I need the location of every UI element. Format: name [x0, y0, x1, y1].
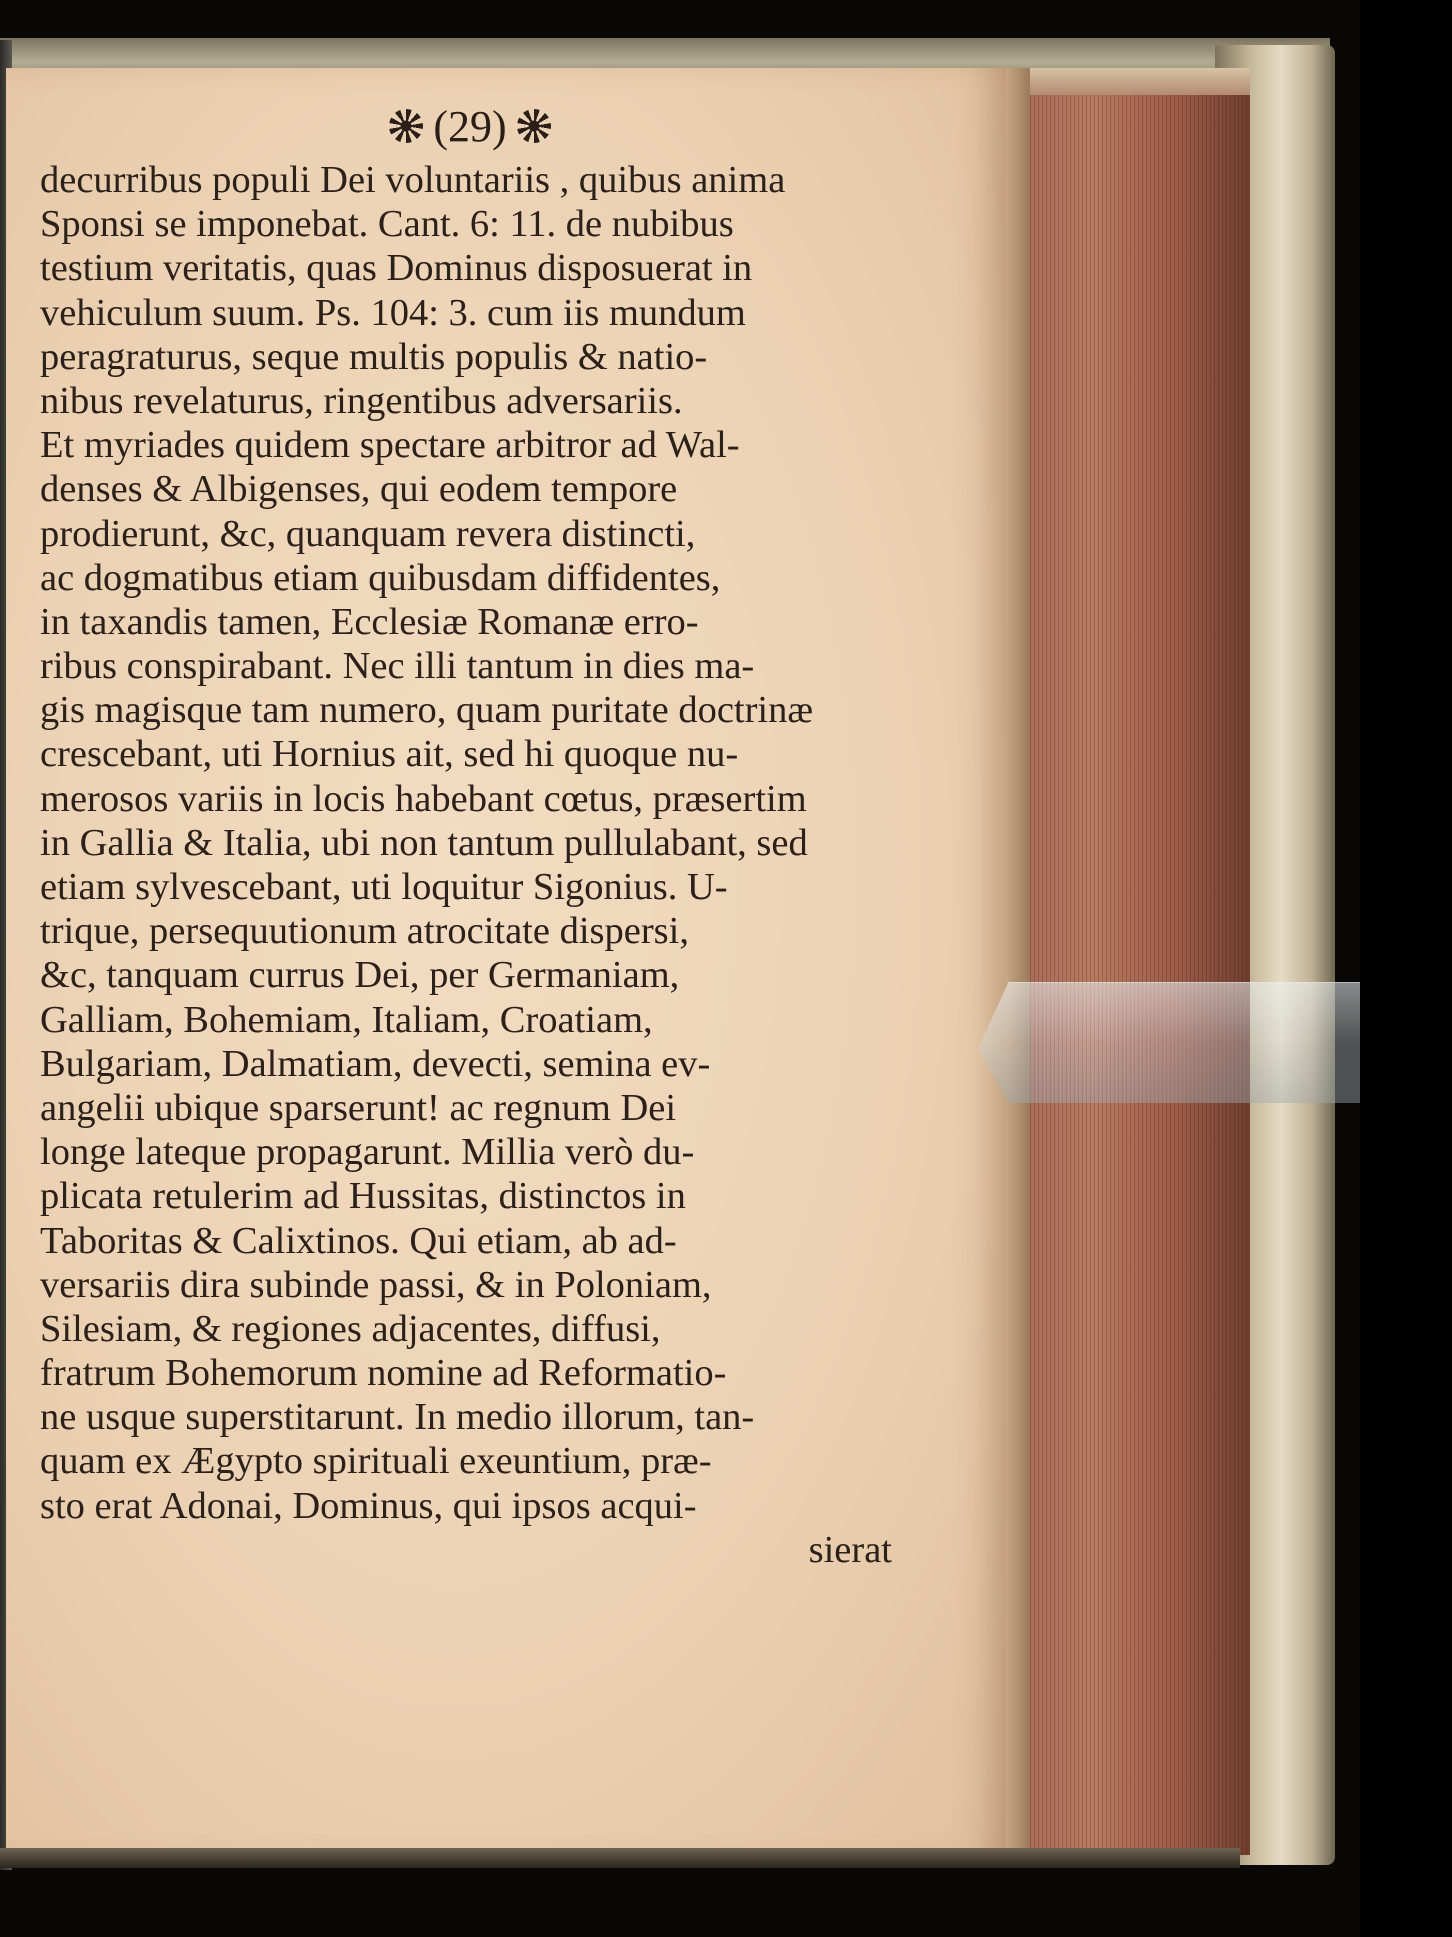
catchword: sierat: [808, 1528, 892, 1571]
body-text: [40, 158, 900, 1572]
text-line: testium veritatis, quas Dominus disposuerat in: [40, 247, 753, 290]
text-line: versariis dira subinde passi, & in Poloniam,: [40, 1263, 712, 1306]
text-line: decurribus populi Dei voluntariis , quibus anima: [40, 159, 786, 201]
text-line: &c, tanquam currus Dei, per Germaniam,: [40, 954, 680, 997]
text-line: ribus conspirabant. Nec illi tantum in dies ma-: [40, 645, 755, 688]
text-line: ne usque superstitarunt. In medio illorum, tan-: [40, 1396, 755, 1439]
text-line: plicata retulerim ad Hussitas, distinctos in: [40, 1175, 686, 1218]
text-line: Galliam, Bohemiam, Italiam, Croatiam,: [40, 998, 653, 1041]
text-line: longe lateque propagarunt. Millia verò du-: [40, 1131, 695, 1174]
text-line: peragraturus, seque multis populis & natio-: [40, 335, 708, 378]
text-line: Sponsi se imponebat. Cant. 6: 11. de nubibus: [40, 203, 734, 246]
text-line: in Gallia & Italia, ubi non tantum pullulabant, sed: [40, 821, 808, 864]
text-line: merosos variis in locis habebant cœtus, præsertim: [40, 777, 807, 820]
text-line: Taboritas & Calixtinos. Qui etiam, ab ad-: [40, 1219, 677, 1262]
text-line: prodierunt, &c, quanquam revera distincti,: [40, 512, 696, 555]
text-line: quam ex Ægypto spirituali exeuntium, præ-: [40, 1440, 712, 1483]
book-cover-bottom: [0, 1848, 1240, 1868]
page-header: [330, 98, 610, 154]
page-marker-clip: [978, 982, 1360, 1103]
text-line: in taxandis tamen, Ecclesiæ Romanæ erro-: [40, 600, 699, 643]
page-fore-edge: [1010, 95, 1250, 1855]
text-line: denses & Albigenses, qui eodem tempore: [40, 468, 678, 511]
text-line: sto erat Adonai, Dominus, qui ipsos acqui-: [40, 1484, 697, 1527]
text-line: ac dogmatibus etiam quibusdam diffidentes,: [40, 556, 721, 599]
text-line: angelii ubique sparserunt! ac regnum Dei: [40, 1086, 677, 1129]
text-line: etiam sylvescebant, uti loquitur Sigonius. U-: [40, 866, 728, 908]
text-line: vehiculum suum. Ps. 104: 3. cum iis mundum: [40, 291, 746, 334]
ornament-right-icon: [517, 109, 551, 143]
ornament-left-icon: [389, 109, 423, 143]
text-line: crescebant, uti Hornius ait, sed hi quoque nu-: [40, 733, 739, 776]
text-line: Bulgariam, Dalmatiam, devecti, semina ev-: [40, 1042, 711, 1085]
text-line: fratrum Bohemorum nomine ad Reformatio-: [40, 1352, 727, 1395]
text-line: gis magisque tam numero, quam puritate doctrinæ: [40, 689, 814, 732]
text-line: Silesiam, & regiones adjacentes, diffusi,: [40, 1307, 661, 1350]
page-number: (29): [433, 101, 507, 151]
text-line: nibus revelaturus, ringentibus adversariis.: [40, 379, 683, 422]
text-line: trique, persequutionum atrocitate dispersi,: [40, 910, 689, 953]
text-line: Et myriades quidem spectare arbitror ad Wal-: [40, 424, 740, 467]
